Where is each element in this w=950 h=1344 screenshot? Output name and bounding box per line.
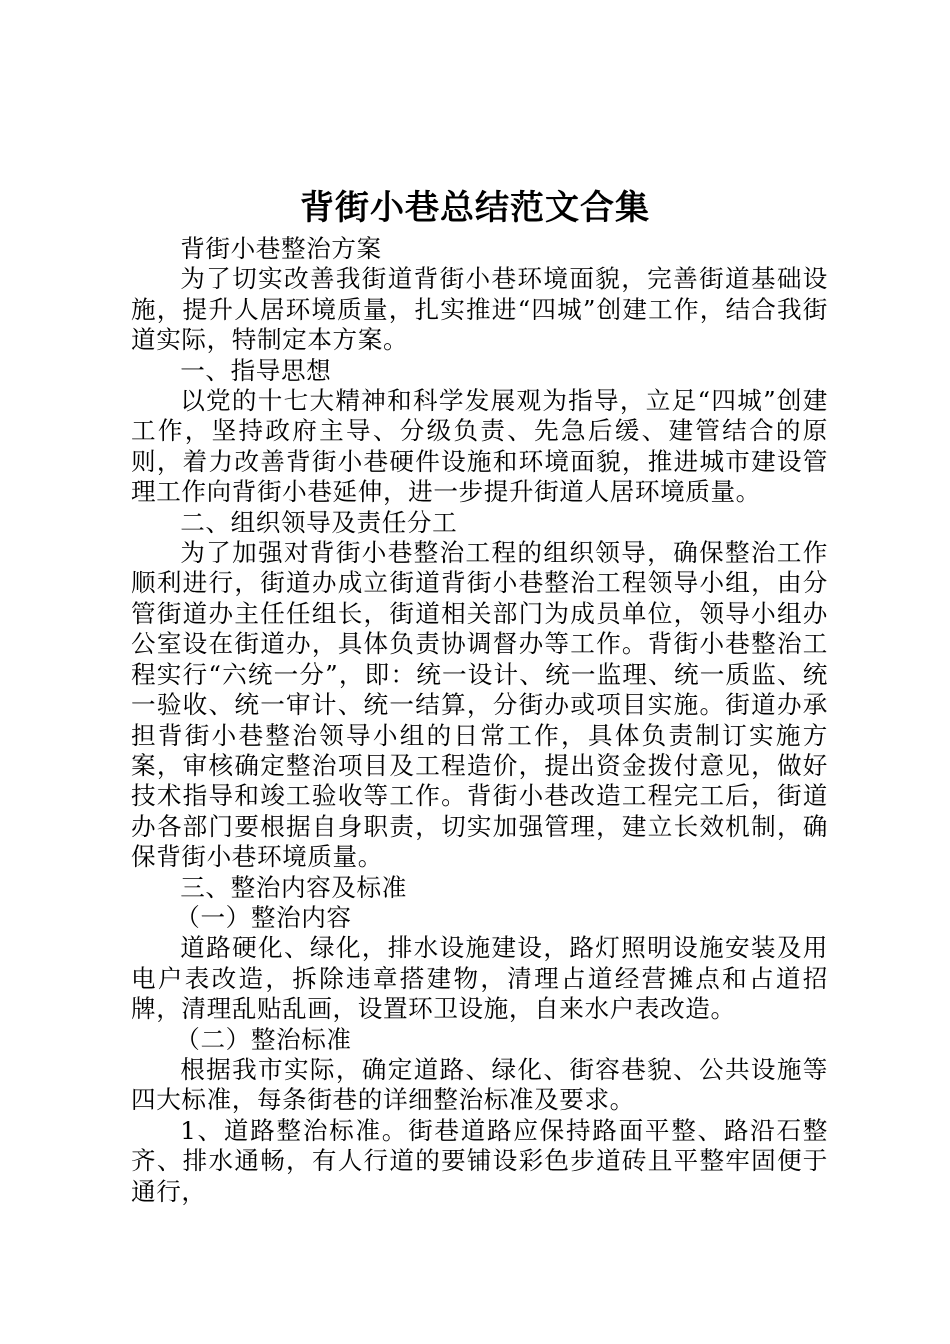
section-heading: 背街小巷整治方案 bbox=[180, 234, 382, 263]
document-body bbox=[131, 234, 828, 1207]
section-heading: 二、组织领导及责任分工 bbox=[180, 507, 458, 537]
paragraph: 为了加强对背街小巷整治工程的组织领导，确保整治工作顺利进行，街道办成立街道背街小巷整治工程领导小组，由分管街道办主任任组长，街道相关部门为成员单位，领导小组办公室设在街道办，具体负责协调督办等工作。背街小巷整治工程实行“六统一分”，即：统一设计、统一监理、统一质监、统一验收、统一审计、统一结算，分街办或项目实施。街道办承担背街小巷整治领导小组的日常工作，具体负责制订实施方案，审核确定整治项目及工程造价，提出资金拨付意见，做好技术指导和竣工验收等工作。背街小巷改造工程完工后，街道办各部门要根据自身职责，切实加强管理，建立长效机制，确保背街小巷环境质量。 bbox=[131, 538, 828, 872]
section-heading: 一、指导思想 bbox=[180, 355, 332, 385]
paragraph: 1、道路整治标准。街巷道路应保持路面平整、路沿石整齐、排水通畅，有人行道的要铺设彩色步道砖且平整牢固便于通行， bbox=[131, 1115, 828, 1206]
paragraph: 道路硬化、绿化，排水设施建设，路灯照明设施安装及用电户表改造，拆除违章搭建物，清理占道经营摊点和占道招牌，清理乱贴乱画，设置环卫设施，自来水户表改造。 bbox=[131, 933, 828, 1024]
subsection-heading: （一）整治内容 bbox=[175, 902, 352, 932]
paragraph: 以党的十七大精神和科学发展观为指导，立足“四城”创建工作，坚持政府主导、分级负责、先急后缓、建管结合的原则，着力改善背街小巷硬件设施和环境面貌，推进城市建设管理工作向背街小巷延伸，进一步提升街道人居环境质量。 bbox=[131, 386, 828, 507]
section-heading: 三、整治内容及标准 bbox=[180, 872, 407, 902]
paragraph: 为了切实改善我街道背街小巷环境面貌，完善街道基础设施，提升人居环境质量，扎实推进“四城”创建工作，结合我街道实际，特制定本方案。 bbox=[131, 264, 828, 355]
subsection-heading: （二）整治标准 bbox=[175, 1024, 352, 1054]
document-title: 背街小巷总结范文合集 bbox=[300, 188, 650, 228]
paragraph: 根据我市实际，确定道路、绿化、街容巷貌、公共设施等四大标准，每条街巷的详细整治标准及要求。 bbox=[131, 1054, 828, 1115]
